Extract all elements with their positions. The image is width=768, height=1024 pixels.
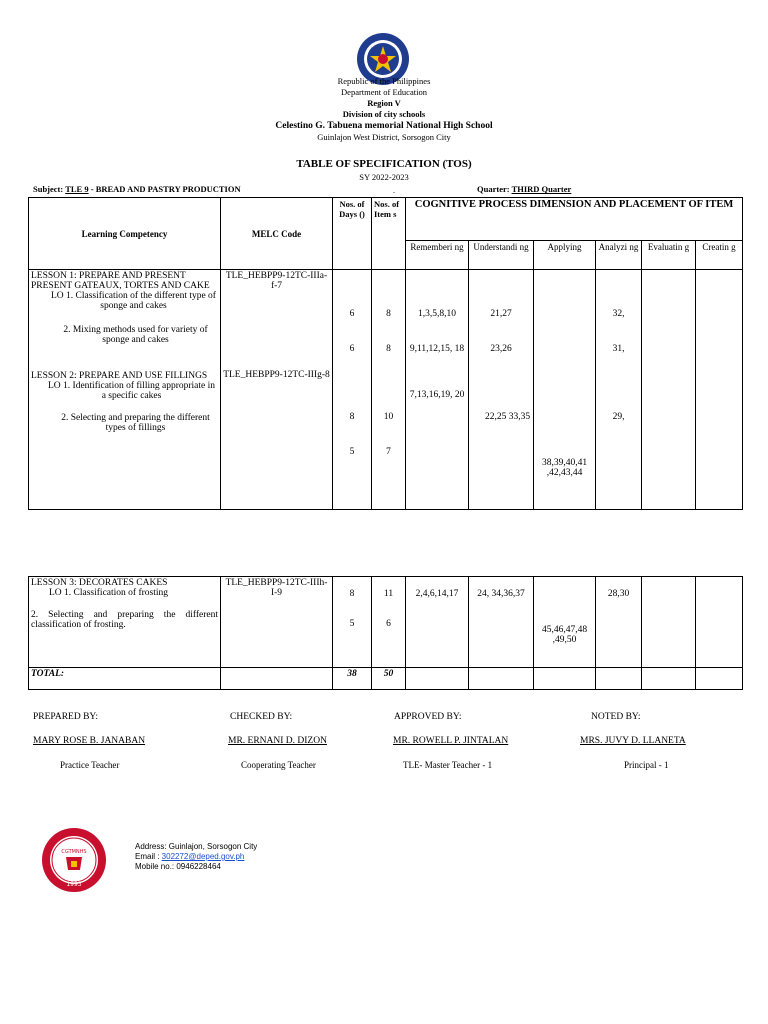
ana-value: 32, bbox=[612, 309, 625, 319]
logo-year: 1993 bbox=[66, 881, 82, 888]
checked-by-name: MR. ERNANI D. DIZON bbox=[228, 736, 327, 746]
total-rem bbox=[406, 668, 469, 690]
items-value: 7 bbox=[386, 447, 391, 457]
rem-value: 2,4,6,14,17 bbox=[415, 589, 459, 599]
footer-email-link[interactable]: 302272@deped.gov.ph bbox=[161, 852, 245, 861]
table-row bbox=[29, 577, 743, 668]
lesson-2-title: LESSON 2: PREPARE AND USE FILLINGS bbox=[31, 371, 208, 381]
school-address: Guinlajon West District, Sorsogon City bbox=[317, 132, 451, 142]
ana-value: 28,30 bbox=[607, 589, 630, 599]
applying-cell bbox=[534, 577, 596, 668]
evaluating-cell bbox=[642, 577, 696, 668]
lesson-1-lo1: LO 1. Classification of the different type of sponge and cakes bbox=[51, 291, 216, 311]
remembering-cell bbox=[406, 270, 469, 510]
lesson-3-lo2: 2. Selecting and preparing the different classification of frosting. bbox=[31, 610, 218, 630]
competency-cell bbox=[29, 577, 221, 668]
items-cell bbox=[372, 577, 406, 668]
total-cre bbox=[696, 668, 743, 690]
app-value: 45,46,47,48 ,49,50 bbox=[541, 625, 588, 645]
rem-value: 1,3,5,8,10 bbox=[418, 309, 456, 319]
lesson-3-title: LESSON 3: DECORATES CAKES bbox=[31, 578, 168, 588]
level-creating: Creatin g bbox=[696, 241, 743, 270]
level-evaluating: Evaluatin g bbox=[642, 241, 696, 270]
items-value: 10 bbox=[383, 412, 394, 422]
footer-mobile: Mobile no.: 0946228464 bbox=[135, 862, 221, 871]
days-value: 5 bbox=[349, 619, 355, 629]
rem-value: 7,13,16,19, 20 bbox=[409, 390, 465, 400]
total-row bbox=[29, 668, 743, 690]
header-days: Nos. of Days () bbox=[333, 198, 372, 270]
rem-value: 9,11,12,15, 18 bbox=[409, 344, 465, 354]
table-row bbox=[29, 270, 743, 510]
total-melc bbox=[221, 668, 333, 690]
days-value: 6 bbox=[349, 309, 355, 319]
total-items: 50 bbox=[372, 668, 406, 690]
checked-by-title: Cooperating Teacher bbox=[241, 760, 316, 770]
approved-by-title: TLE- Master Teacher - 1 bbox=[403, 760, 493, 770]
days-value: 8 bbox=[349, 589, 355, 599]
days-value: 6 bbox=[349, 344, 355, 354]
school-logo-icon bbox=[33, 826, 115, 894]
understanding-cell bbox=[469, 270, 534, 510]
prepared-by-label: PREPARED BY: bbox=[33, 712, 99, 722]
school-year: SY 2022-2023 bbox=[359, 172, 409, 182]
quarter-value: THIRD Quarter bbox=[511, 184, 572, 194]
melc-lesson-1: TLE_HEBPP9-12TC-IIIa-f-7 bbox=[225, 271, 328, 291]
melc-cell bbox=[221, 577, 333, 668]
und-value: 23,26 bbox=[490, 344, 512, 354]
melc-lesson-3: TLE_HEBPP9-12TC-IIIh-I-9 bbox=[225, 578, 328, 598]
total-app bbox=[534, 668, 596, 690]
subject-rest: - BREAD AND PASTRY PRODUCTION bbox=[88, 184, 241, 194]
applying-cell bbox=[534, 270, 596, 510]
level-analyzing: Analyzi ng bbox=[596, 241, 642, 270]
checked-by-label: CHECKED BY: bbox=[230, 712, 293, 722]
lesson-1-title: LESSON 1: PREPARE AND PRESENT PRESENT GATEAUX, TORTES AND CAKE bbox=[31, 271, 210, 291]
app-value: 38,39,40,41 ,42,43,44 bbox=[541, 458, 588, 478]
total-label: TOTAL: bbox=[29, 668, 221, 690]
noted-by-label: NOTED BY: bbox=[591, 712, 641, 722]
items-value: 11 bbox=[383, 589, 394, 599]
header-line-2: Department of Education bbox=[341, 87, 427, 97]
header-competency: Learning Competency bbox=[29, 198, 221, 270]
total-und bbox=[469, 668, 534, 690]
school-name: Celestino G. Tabuena memorial National High School bbox=[275, 121, 493, 131]
footer-address: Address: Guinlajon, Sorsogon City bbox=[135, 842, 258, 851]
remembering-cell bbox=[406, 577, 469, 668]
und-value: 21,27 bbox=[490, 309, 512, 319]
items-value: 8 bbox=[386, 344, 391, 354]
und-value: 22,25 33,35 bbox=[485, 412, 531, 422]
melc-cell bbox=[221, 270, 333, 510]
total-eva bbox=[642, 668, 696, 690]
dot-mark: . bbox=[393, 186, 395, 195]
header-cognitive: COGNITIVE PROCESS DIMENSION AND PLACEMENT OF ITEM bbox=[406, 198, 743, 241]
melc-lesson-2: TLE_HEBPP9-12TC-IIIg-8 bbox=[223, 370, 330, 380]
header-melc: MELC Code bbox=[221, 198, 333, 270]
approved-by-label: APPROVED BY: bbox=[394, 712, 462, 722]
quarter-line bbox=[477, 184, 571, 194]
understanding-cell bbox=[469, 577, 534, 668]
lesson-2-lo1: LO 1. Identification of filling appropriate in a specific cakes bbox=[48, 381, 215, 401]
days-cell bbox=[333, 270, 372, 510]
footer-email-label: Email : bbox=[135, 852, 162, 861]
days-value: 5 bbox=[349, 447, 355, 457]
level-remembering: Rememberi ng bbox=[406, 241, 469, 270]
tos-table-2 bbox=[28, 576, 743, 690]
evaluating-cell bbox=[642, 270, 696, 510]
creating-cell bbox=[696, 270, 743, 510]
page-title: TABLE OF SPECIFICATION (TOS) bbox=[296, 158, 472, 170]
level-applying: Applying bbox=[534, 241, 596, 270]
items-value: 6 bbox=[386, 619, 391, 629]
total-ana bbox=[596, 668, 642, 690]
und-value: 24, 34,36,37 bbox=[477, 589, 525, 599]
lesson-2-lo2: 2. Selecting and preparing the different types of fillings bbox=[61, 413, 210, 433]
footer-email-line bbox=[135, 852, 257, 862]
level-understanding: Understandi ng bbox=[469, 241, 534, 270]
quarter-label: Quarter: bbox=[477, 184, 510, 194]
header-division: Division of city schools bbox=[342, 109, 426, 119]
competency-cell bbox=[29, 270, 221, 510]
analyzing-cell bbox=[596, 577, 642, 668]
prepared-by-title: Practice Teacher bbox=[60, 760, 120, 770]
items-cell bbox=[372, 270, 406, 510]
approved-by-name: MR. ROWELL P. JINTALAN bbox=[393, 736, 509, 746]
header-region: Region V bbox=[367, 98, 401, 108]
days-value: 8 bbox=[349, 412, 355, 422]
subject-label: Subject: bbox=[33, 184, 64, 194]
lesson-1-lo2: 2. Mixing methods used for variety of sponge and cakes bbox=[63, 325, 208, 345]
noted-by-name: MRS. JUVY D. LLANETA bbox=[580, 736, 686, 746]
prepared-by-name: MARY ROSE B. JANABAN bbox=[33, 736, 146, 746]
subject-line bbox=[33, 184, 241, 194]
logo-text: CGTMNHS bbox=[61, 849, 87, 855]
items-value: 8 bbox=[386, 309, 391, 319]
ana-value: 31, bbox=[612, 344, 625, 354]
footer-contact bbox=[135, 842, 257, 872]
tos-table-1 bbox=[28, 197, 743, 510]
total-days: 38 bbox=[333, 668, 372, 690]
analyzing-cell bbox=[596, 270, 642, 510]
lesson-3-lo1: LO 1. Classification of frosting bbox=[49, 588, 168, 598]
days-cell bbox=[333, 577, 372, 668]
subject-value: TLE 9 bbox=[65, 184, 89, 194]
header-items: Nos. of Item s bbox=[372, 198, 406, 270]
header-line-1: Republic of the Philippines bbox=[337, 76, 431, 86]
ana-value: 29, bbox=[612, 412, 625, 422]
creating-cell bbox=[696, 577, 743, 668]
noted-by-title: Principal - 1 bbox=[624, 760, 669, 770]
